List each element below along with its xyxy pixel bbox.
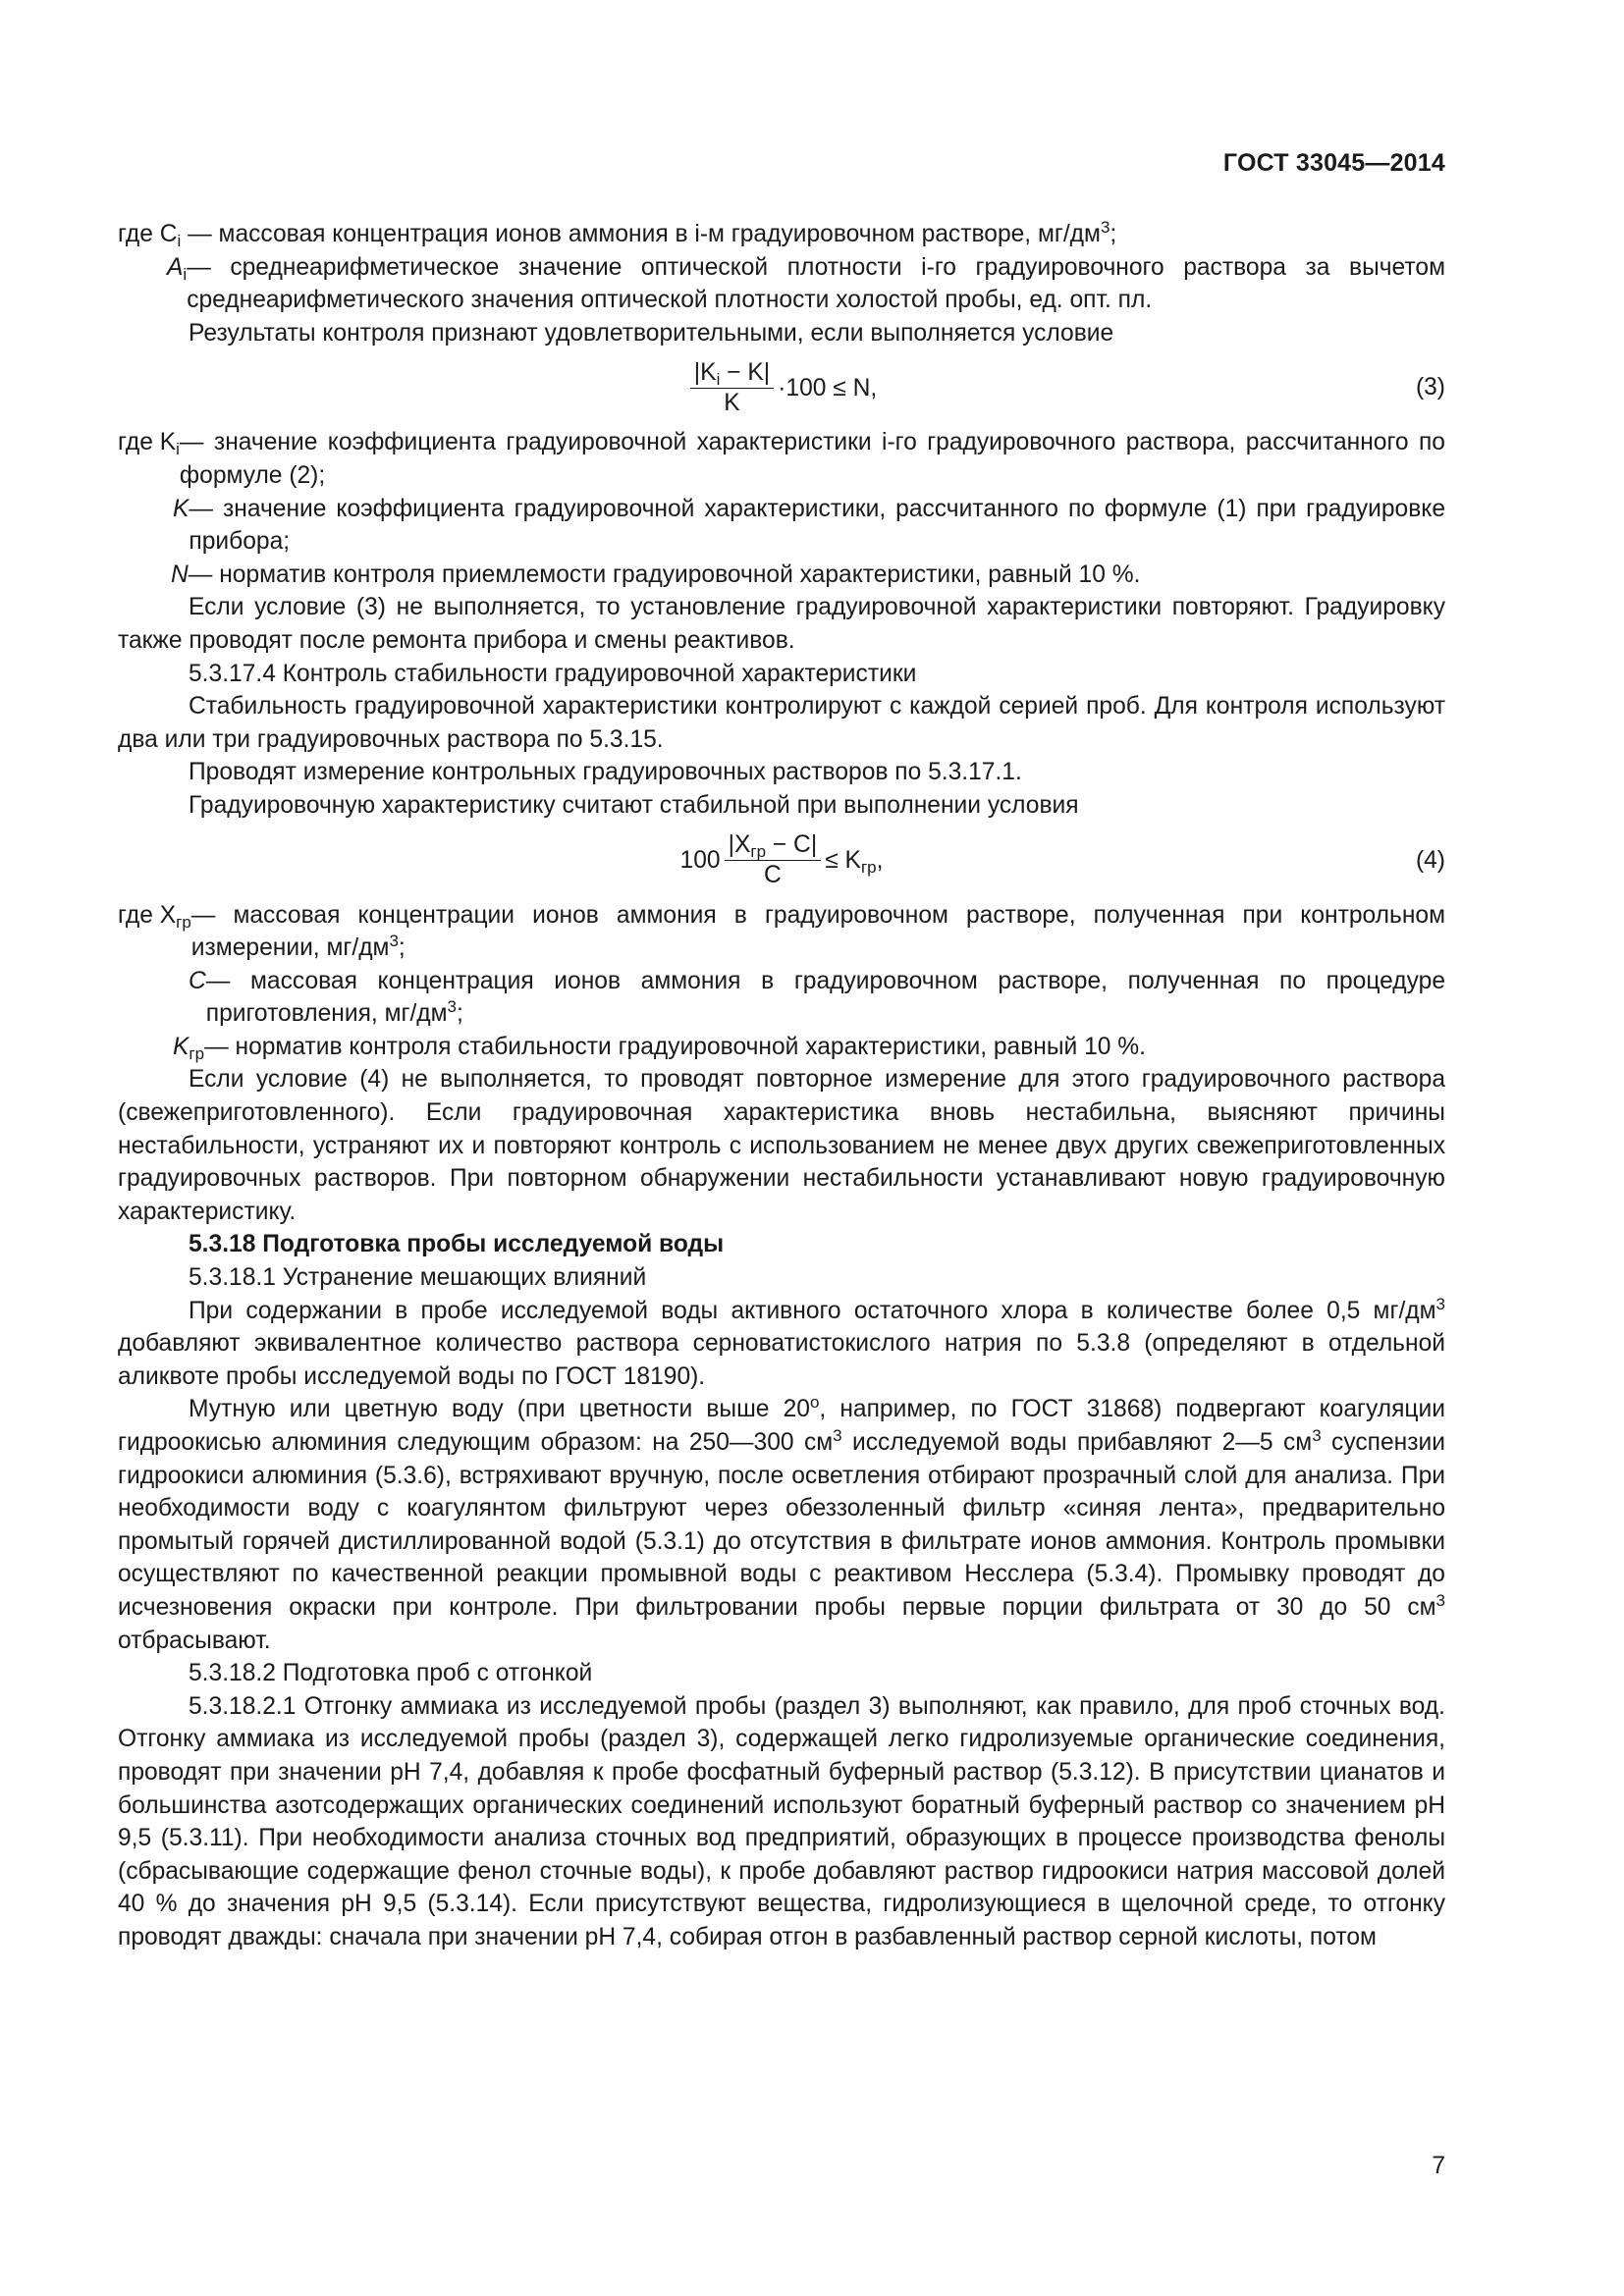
section-heading-5-3-18-2: 5.3.18.2 Подготовка проб с отгонкой [189, 1660, 593, 1687]
section-heading-5-3-17-4: 5.3.17.4 Контроль стабильности градуировочной характеристики [189, 660, 917, 687]
paragraph-distillation: 5.3.18.2.1 Отгонку аммиака из исследуемой пробы (раздел 3) выполняют, как правило, для проб сточных вод. Отгонку аммиака из исследуемой пробы (раздел 3), содержащей легко гидролизуемые органические соединения, проводят при значении pH 7,4, добавляя к пробе фосфатный буферный раствор (5.3.12). В присутствии цианатов и большинства азотсодержащих органических соединений используют боратный буферный раствор со значением pH 9,5 (5.3.11). При необходимости анализа сточных вод предприятий, образующих в процессе производства фенолы (сбрасывающие содержащие фенол сточные воды), к пробе добавляют раствор гидроокиси натрия массовой долей 40 % до значения pH 9,5 (5.3.14). Если присутствуют вещества, гидролизующиеся в щелочной среде, то отгонку проводят дважды: сначала при значении pH 7,4, собирая отгон в разбавленный раствор серной кислоты, потом [118, 1692, 1445, 1950]
definition-xgr: где $X_{гр}$ — массовая концентрации ионов аммония в градуировочном растворе, полученная при контрольном измерении, $мг/дм^3$; [118, 901, 1445, 962]
section-heading-5-3-18-1: 5.3.18.1 Устранение мешающих влияний [189, 1264, 647, 1292]
paragraph-stable-condition: Градуировочную характеристику считают стабильной при выполнении условия [189, 791, 1079, 819]
paragraph-measurement: Проводят измерение контрольных градуировочных растворов по 5.3.17.1. [189, 759, 1022, 786]
definition-ci: где $C_i$ — массовая концентрация ионов аммония в i-м градуировочном растворе, $мг/дм^3$; [118, 218, 1117, 250]
formula-3: $\frac{|K_i - K|}{K}$ ·100 ≤ N, (3) [118, 349, 1445, 426]
document-page [118, 0, 1445, 2296]
paragraph-condition-3: Если условие (3) не выполняется, то установление градуировочной характеристики повторяют. Градуировку также проводят после ремонта прибора и смены реактивов. [118, 594, 1445, 654]
section-heading-5-3-18: 5.3.18 Подготовка пробы исследуемой воды [189, 1231, 725, 1258]
page-number: 7 [1432, 2153, 1445, 2179]
formula-4-number: (4) [1415, 846, 1445, 874]
formula-3-fraction: $\frac{|K_i - K|}{K}$ [690, 359, 774, 417]
paragraph-condition-4: Если условие (4) не выполняется, то проводят повторное измерение для этого градуировочного раствора (свежеприготовленного). Если градуировочная характеристика вновь нестабильна, выясняют причины нестабильности, устраняют их и повторяют контроль с использованием не менее двух других свежеприготовленных градуировочных растворов. При повторном обнаружении нестабильности устанавливают новую градуировочную характеристику. [118, 1066, 1445, 1225]
paragraph-stability: Стабильность градуировочной характеристики контролируют с каждой серией проб. Для контроля используют два или три градуировочных раствора по 5.3.15. [118, 693, 1445, 753]
paragraph-chlorine: При содержании в пробе исследуемой воды активного остаточного хлора в количестве более 0,5 $мг/дм^3$ добавляют эквивалентное количество раствора серноватистокислого натрия по 5.3.8 (определяют в отдельной аликвоте пробы исследуемой воды по ГОСТ 18190). [118, 1294, 1445, 1390]
formula-3-number: (3) [1415, 374, 1445, 401]
document-code-header: ГОСТ 33045—2014 [1222, 149, 1445, 177]
definition-ai: $A_i$ — среднеарифметическое значение оптической плотности i-го градуировочного раствора за вычетом среднеарифметического значения оптической плотности холостой пробы, ед. опт. пл. [167, 253, 1445, 314]
definition-kgr: $K_{гр}$ — норматив контроля стабильности градуировочной характеристики, равный 10 %. [173, 1033, 1147, 1063]
formula-4: 100 $\frac{|X_{гр} - C|}{C}$ ≤ $K_{гр}$, (4) [679, 831, 1445, 888]
definition-ki: где $K_i$ — значение коэффициента градуировочной характеристики i-го градуировочного раствора, рассчитанного по формуле (2); [118, 429, 1445, 489]
paragraph-results: Результаты контроля признают удовлетворительными, если выполняется условие [189, 319, 1114, 347]
paragraph-turbid-water: Мутную или цветную воду (при цветности выше $20^о$, например, по ГОСТ 31868) подвергают коагуляции гидроокисью алюминия следующим образом: на 250—300 $см^3$ исследуемой воды прибавляют 2—5 $см^3$ суспензии гидроокиси алюминия (5.3.6), встряхивают вручную, после осветления отбирают прозрачный слой для анализа. При необходимости воду с коагулянтом фильтруют через обеззоленный фильтр «синяя лента», предварительно промытый горячей дистиллированной водой (5.3.1) до отсутствия в фильтрате ионов аммония. Контроль промывки осуществляют по качественной реакции промывной воды с реактивом Несслера (5.3.4). Промывку проводят до исчезновения окраски при контроле. При фильтровании пробы первые порции фильтрата от 30 до 50 $см^3$ отбрасывают. [118, 1393, 1445, 1654]
definition-c: C — массовая концентрация ионов аммония в градуировочном растворе, полученная по процедуре приготовления, $мг/дм^3$; [189, 967, 1445, 1028]
document-body [118, 218, 1445, 1954]
formula-4-fraction: $\frac{|X_{гр} - C|}{C}$ [725, 831, 822, 889]
definition-k: K — значение коэффициента градуировочной характеристики, рассчитанного по формуле (1) при градуировке прибора; [173, 495, 1445, 556]
definition-n: N — норматив контроля приемлемости градуировочной характеристики, равный 10 %. [171, 561, 1141, 588]
